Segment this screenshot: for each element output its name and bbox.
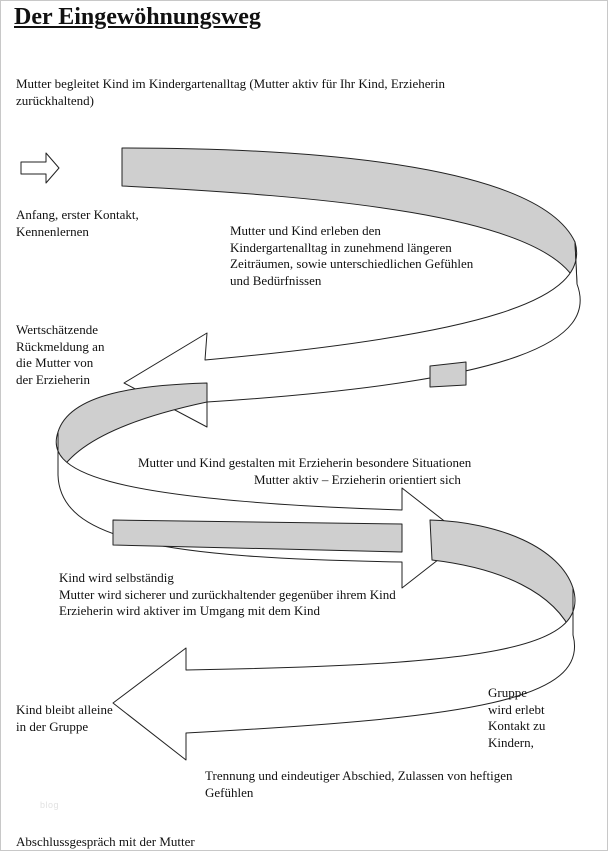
step-erleben-line-1: Mutter und Kind erleben den xyxy=(230,223,381,238)
step-selbstaendig-line-2: Mutter wird sicherer und zurückhaltender gegenüber ihrem Kind xyxy=(59,586,396,602)
step-anfang-line-1: Anfang, erster Kontakt, xyxy=(16,207,139,222)
step-gruppe-line-2: wird erlebt xyxy=(488,701,545,717)
step-selbstaendig-line-1: Kind wird selbständig xyxy=(59,570,174,585)
step-trennung xyxy=(205,768,513,801)
step-trennung-line-2: Gefühlen xyxy=(205,784,254,800)
step-anfang-line-2: Kennenlernen xyxy=(16,223,89,239)
start-arrow-icon xyxy=(21,153,59,183)
step-erleben xyxy=(230,223,473,289)
step-erleben-line-2: Kindergartenalltag in zunehmend längeren xyxy=(230,239,452,255)
step-wertschaetzung-line-2: Rückmeldung an xyxy=(16,338,105,354)
step-gruppe-line-4: Kindern, xyxy=(488,734,534,750)
intro-line-1: Mutter begleitet Kind im Kindergartenalltag (Mutter aktiv für Ihr Kind, Erzieherin xyxy=(16,76,445,91)
intro-text xyxy=(16,76,445,109)
step-gruppe-line-1: Gruppe xyxy=(488,685,527,700)
step-gruppe xyxy=(488,685,545,751)
step-alleine-line-1: Kind bleibt alleine xyxy=(16,702,113,717)
ribbon-segment-fold xyxy=(430,362,466,387)
step-gruppe-line-3: Kontakt zu xyxy=(488,718,546,733)
step-gestalten xyxy=(138,455,471,488)
ribbon-segment-right-back xyxy=(430,520,573,635)
step-erleben-line-3: Zeiträumen, sowie unterschiedlichen Gefühlen xyxy=(230,256,474,271)
step-wertschaetzung-line-3: die Mutter von xyxy=(16,355,94,370)
page-title: Der Eingewöhnungsweg xyxy=(14,4,261,30)
step-selbstaendig-line-3: Erzieherin wird aktiver im Umgang mit dem Kind xyxy=(59,603,321,618)
step-erleben-line-4: und Bedürfnissen xyxy=(230,272,322,288)
step-wertschaetzung xyxy=(16,322,104,388)
step-wertschaetzung-line-1: Wertschätzende xyxy=(16,322,98,337)
step-abschluss-line-1: Abschlussgespräch mit der Mutter xyxy=(16,834,195,849)
intro-line-2: zurückhaltend) xyxy=(16,92,94,108)
step-alleine xyxy=(16,702,113,735)
step-anfang xyxy=(16,207,139,240)
step-selbstaendig xyxy=(59,570,396,620)
step-abschluss xyxy=(16,834,195,851)
step-alleine-line-2: in der Gruppe xyxy=(16,718,89,734)
step-gestalten-line-2: Mutter aktiv – Erzieherin orientiert sich xyxy=(254,471,461,487)
step-trennung-line-1: Trennung und eindeutiger Abschied, Zulassen von heftigen xyxy=(205,768,513,783)
step-gestalten-line-1: Mutter und Kind gestalten mit Erzieherin besondere Situationen xyxy=(138,455,472,470)
watermark: blog xyxy=(40,800,60,810)
ribbon-segment-mid-fold xyxy=(113,520,402,552)
step-wertschaetzung-line-4: der Erzieherin xyxy=(16,371,90,387)
